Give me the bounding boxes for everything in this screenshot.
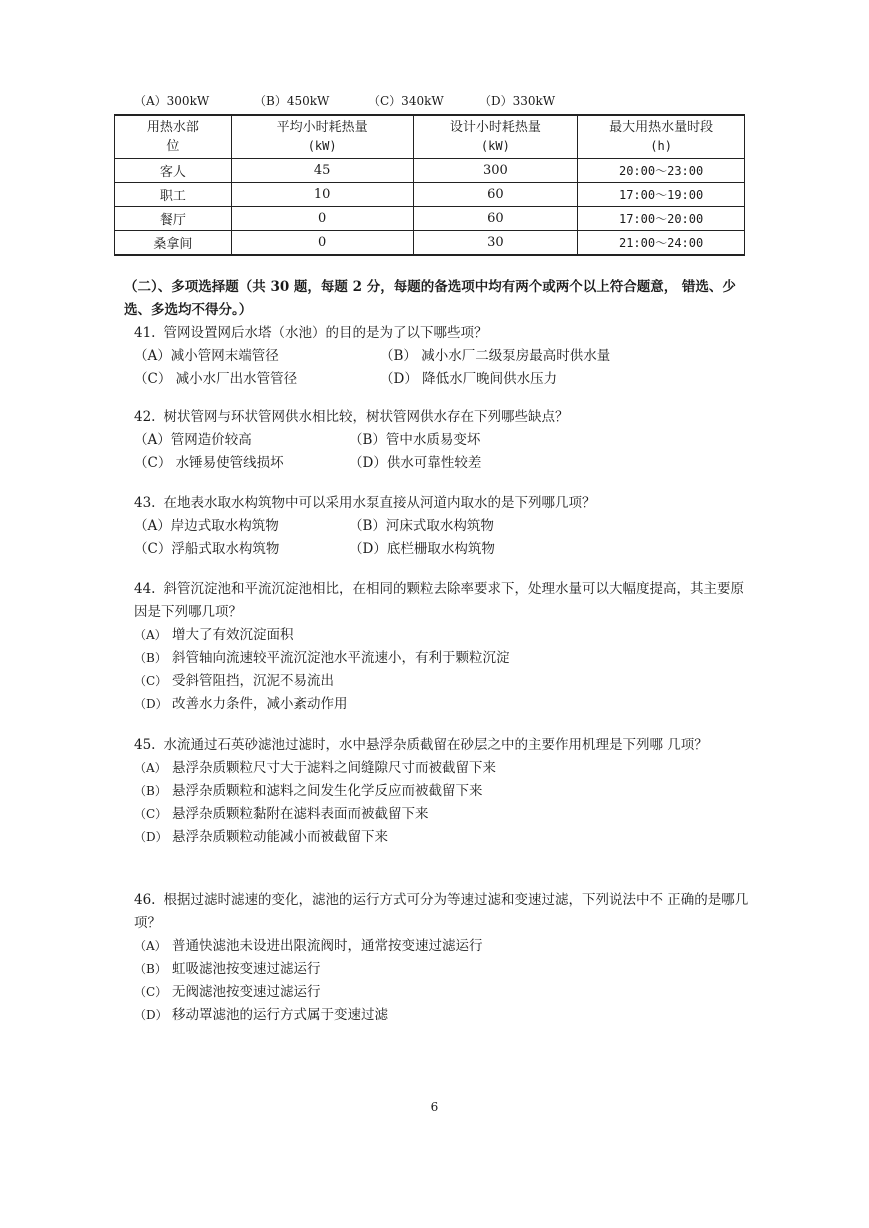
table-cell: 45 <box>231 159 413 183</box>
table-cell: 职工 <box>115 183 232 207</box>
option-c: （C） 悬浮杂质颗粒黏附在滤料表面而被截留下来 <box>134 806 429 822</box>
option-a: （A）管网造价较高 <box>134 432 252 448</box>
table-cell: 17:00～20:00 <box>578 207 745 231</box>
option-d: （D）底栏栅取水构筑物 <box>349 541 495 557</box>
option-b: （B） 虹吸滤池按变速过滤运行 <box>134 961 321 977</box>
question-44 <box>134 578 754 716</box>
question-stem: 46. 根据过滤时滤速的变化，滤池的运行方式可分为等速过滤和变速过滤，下列说法中不 正确的是哪几项？ <box>134 892 749 931</box>
table-cell: 21:00～24:00 <box>578 231 745 256</box>
option-c: （C） 减小水厂出水管管径 <box>134 371 298 387</box>
section-heading: （二）、多项选择题（共 30 题，每题 2 分，每题的备选项中均有两个或两个以上符合题意， 错选、少选、多选均不得分。） <box>124 279 736 318</box>
option-a: （A）减小管网末端管径 <box>134 348 279 364</box>
table-cell: 0 <box>231 207 413 231</box>
question-stem: 43. 在地表水取水构筑物中可以采用水泵直接从河道内取水的是下列哪几项？ <box>134 495 596 511</box>
table-row <box>115 231 745 256</box>
question-41 <box>134 322 754 391</box>
table-row <box>115 183 745 207</box>
table-cell: 300 <box>413 159 578 183</box>
table-cell: 餐厅 <box>115 207 232 231</box>
table-cell: 20:00～23:00 <box>578 159 745 183</box>
option-d: （D） 移动罩滤池的运行方式属于变速过滤 <box>134 1007 388 1023</box>
option-c: （C） 受斜管阻挡，沉泥不易流出 <box>134 673 334 689</box>
table-cell: 10 <box>231 183 413 207</box>
option-b: （B） 减小水厂二级泵房最高时供水量 <box>380 348 611 364</box>
option-a: （A） 悬浮杂质颗粒尺寸大于滤料之间缝隙尺寸而被截留下来 <box>134 760 496 776</box>
option-b: （B）管中水质易变坏 <box>349 432 481 448</box>
option-d: （D）330kW <box>479 94 556 108</box>
option-a: （A） 增大了有效沉淀面积 <box>134 627 294 643</box>
option-b: （B）450kW <box>254 94 330 108</box>
question-stem: 41. 管网设置网后水塔（水池）的目的是为了以下哪些项？ <box>134 325 488 341</box>
table-cell: 60 <box>413 183 578 207</box>
option-row <box>134 345 754 368</box>
table-cell: 17:00～19:00 <box>578 183 745 207</box>
option-c: （C）浮船式取水构筑物 <box>134 541 280 557</box>
question-45 <box>134 734 754 849</box>
table-cell: 客人 <box>115 159 232 183</box>
question-stem: 44. 斜管沉淀池和平流沉淀池相比，在相同的颗粒去除率要求下，处理水量可以大幅度提高，其主要原因是下列哪几项？ <box>134 581 744 620</box>
table-cell: 0 <box>231 231 413 256</box>
header-average-heat: 平均小时耗热量 (kW) <box>231 115 413 159</box>
heat-consumption-table <box>114 114 745 256</box>
option-c: （C）340kW <box>368 94 444 108</box>
option-c: （C） 无阀滤池按变速过滤运行 <box>134 984 321 1000</box>
option-a: （A） 普通快滤池未设进出限流阀时，通常按变速过滤运行 <box>134 938 483 954</box>
question-stem: 45. 水流通过石英砂滤池过滤时，水中悬浮杂质截留在砂层之中的主要作用机理是下列哪 几项？ <box>134 737 708 753</box>
table-cell: 60 <box>413 207 578 231</box>
table-row <box>115 207 745 231</box>
option-d: （D） 改善水力条件，减小紊动作用 <box>134 696 348 712</box>
option-row <box>134 515 754 538</box>
option-d: （D） 降低水厂晚间供水压力 <box>380 371 558 387</box>
header-location: 用热水部 位 <box>115 115 232 159</box>
header-design-heat: 设计小时耗热量 (kW) <box>413 115 578 159</box>
table-header-row <box>115 115 745 159</box>
question-43 <box>134 492 754 561</box>
option-a: （A）岸边式取水构筑物 <box>134 518 279 534</box>
question-42 <box>134 406 754 475</box>
question-stem: 42. 树状管网与环状管网供水相比较，树状管网供水存在下列哪些缺点？ <box>134 409 569 425</box>
option-d: （D）供水可靠性较差 <box>349 455 482 471</box>
question-46 <box>134 889 754 1027</box>
option-row <box>134 368 754 391</box>
page-number: 6 <box>430 1100 439 1114</box>
option-c: （C） 水锤易使管线损坏 <box>134 455 284 471</box>
table-cell: 桑拿间 <box>115 231 232 256</box>
option-row <box>134 429 754 452</box>
header-peak-period: 最大用热水量时段 (h) <box>578 115 745 159</box>
option-row <box>134 452 754 475</box>
option-d: （D） 悬浮杂质颗粒动能减小而被截留下来 <box>134 829 388 845</box>
table-cell: 30 <box>413 231 578 256</box>
option-b: （B） 斜管轴向流速较平流沉淀池水平流速小，有利于颗粒沉淀 <box>134 650 510 666</box>
table-row <box>115 159 745 183</box>
option-row <box>134 538 754 561</box>
option-b: （B）河床式取水构筑物 <box>349 518 494 534</box>
option-a: （A）300kW <box>134 94 210 108</box>
option-b: （B） 悬浮杂质颗粒和滤料之间发生化学反应而被截留下来 <box>134 783 483 799</box>
